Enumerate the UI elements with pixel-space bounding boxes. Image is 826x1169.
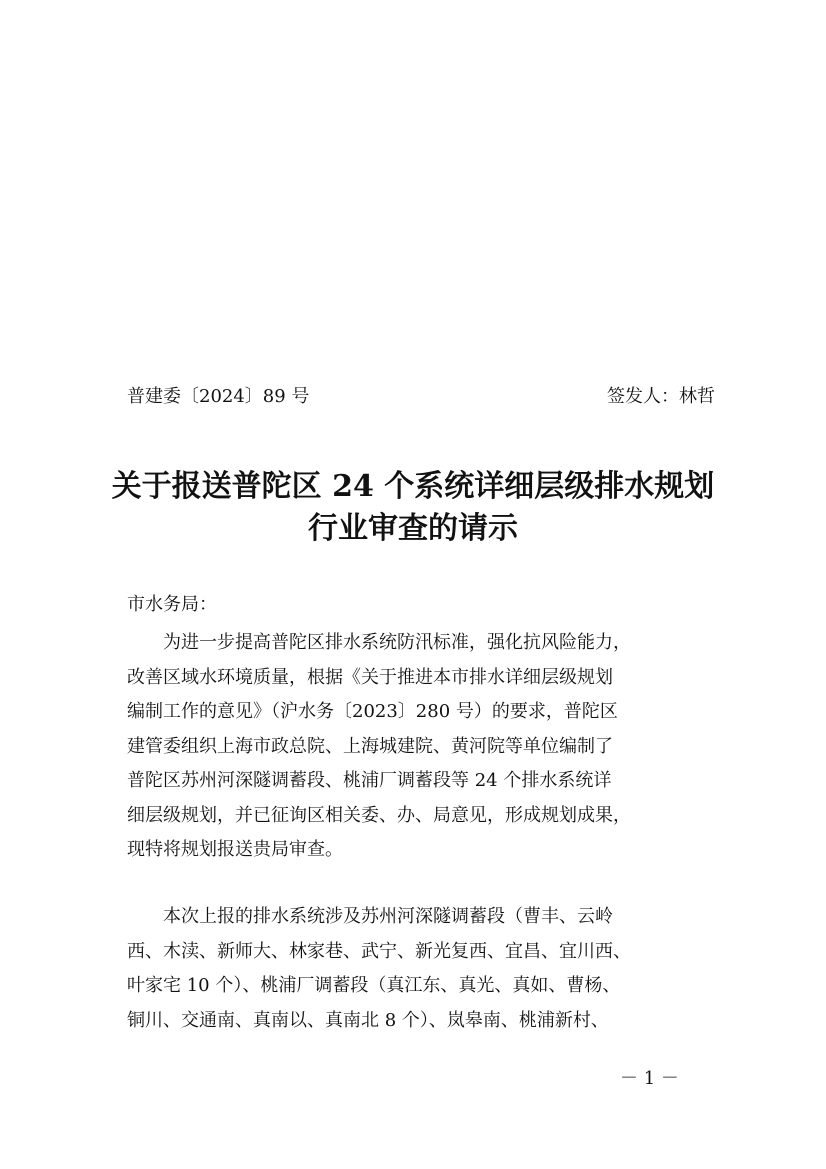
document-header [127,382,715,412]
paragraph-line: 本次上报的排水系统涉及苏州河深隧调蓄段（曹丰、云岭 [163,906,613,927]
document-number: 普建委〔2024〕89 号 [127,386,310,407]
title-line-1: 关于报送普陀区 24 个系统详细层级排水规划 [111,469,715,504]
paragraph-line: 细层级规划，并已征询区相关委、办、局意见，形成规划成果， [127,804,631,826]
addressee: 市水务局： [127,594,217,615]
paragraph-line: 叶家宅 10 个）、桃浦厂调蓄段（真江东、真光、真如、曹杨、 [127,975,621,996]
paragraph-2 [127,900,727,1038]
signer: 签发人：林哲 [607,386,715,407]
paragraph-line: 普陀区苏州河深隧调蓄段、桃浦厂调蓄段等 24 个排水系统详 [127,770,612,791]
paragraph-line: 编制工作的意见》（沪水务〔2023〕280 号）的要求，普陀区 [127,701,618,722]
document-title [110,466,716,550]
paragraph-line: 现特将规划报送贵局审查。 [127,839,343,860]
paragraph-1 [127,626,727,868]
paragraph-line: 改善区域水环境质量，根据《关于推进本市排水详细层级规划 [127,666,613,688]
paragraph-line: 建管委组织上海市政总院、上海城建院、黄河院等单位编制了 [127,735,613,757]
page-number: － 1 － [620,1068,679,1089]
paragraph-line: 西、木渎、新师大、林家巷、武宁、新光复西、宜昌、宜川西、 [127,940,631,962]
paragraph-line: 为进一步提高普陀区排水系统防汛标准，强化抗风险能力， [163,632,631,653]
title-line-2: 行业审查的请示 [308,511,518,546]
paragraph-line: 铜川、交通南、真南以、真南北 8 个）、岚皋南、桃浦新村、 [127,1009,609,1031]
